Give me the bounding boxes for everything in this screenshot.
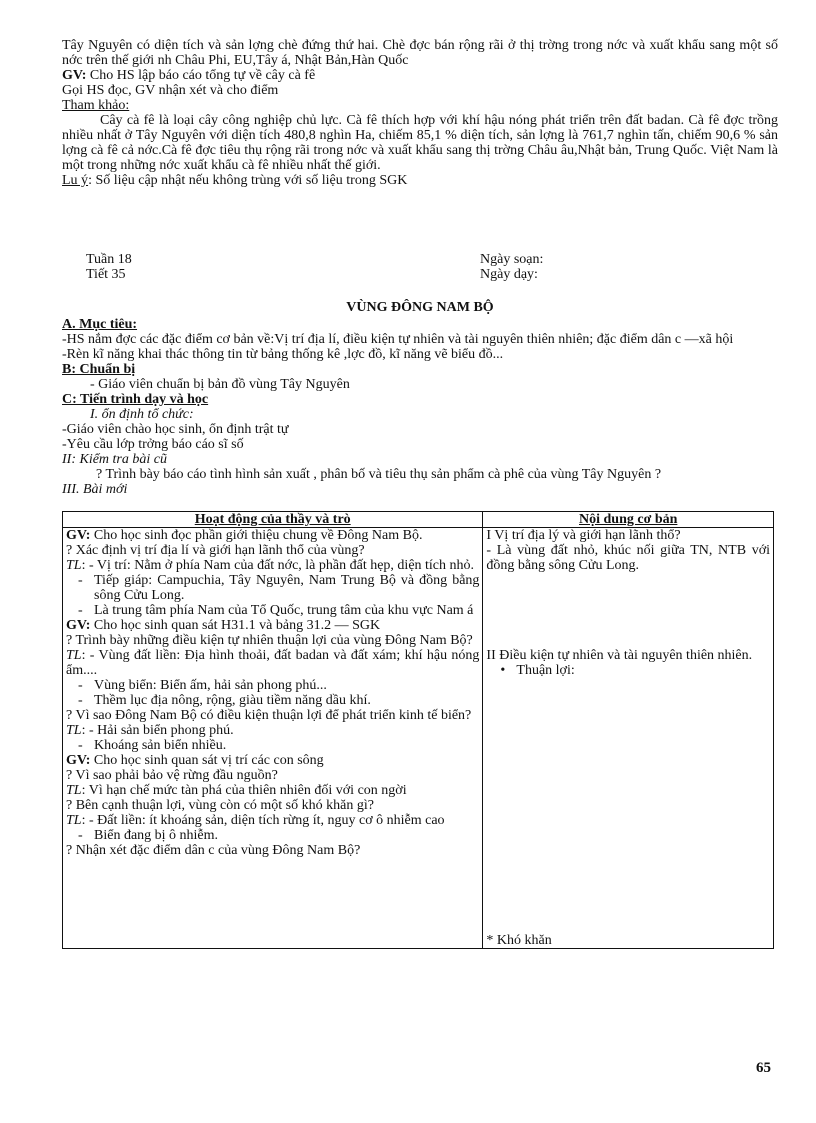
content-column: [483, 528, 774, 949]
activity-subitem: - Là trung tâm phía Nam của Tổ Quốc, trung tâm của khu vực Nam á: [66, 603, 479, 618]
document-page: [62, 38, 778, 949]
activity-text: : - Vùng đất liền: Địa hình thoải, đất badan và đất xám; khí hậu nóng ẩm....: [66, 648, 480, 678]
lesson-table: [62, 511, 774, 949]
date-taught-label: Ngày dạy:: [480, 267, 538, 282]
gv-label: GV:: [62, 68, 87, 83]
table-header-row: [63, 512, 774, 528]
intro-paragraph: Tây Nguyên có diện tích và sản lợng chè đứng thứ hai. Chè đợc bán rộng rãi ở thị trờng trong nớc và xuất khẩu sang một số nớc trên thế giới nh Châu Phi, EU,Tây á, Nhật Bản,Hàn Quốc: [62, 38, 778, 68]
section-b-heading: B: Chuẩn bị: [62, 362, 136, 377]
week-label: Tuần 18: [86, 252, 132, 267]
spacer: [486, 603, 770, 618]
spacer: [486, 633, 770, 648]
activity-line: [66, 528, 479, 543]
content-heading: II Điều kiện tự nhiên và tài nguyên thiên nhiên.: [486, 648, 753, 663]
reference-text: Cây cà fê là loại cây công nghiệp chủ lực. Cà fê thích hợp với khí hậu nóng phát triển trên đất badan. Cà fê đợc trồng nhiều nhất ở Tây Nguyên với diện tích 480,8 nghìn Ha, chiếm 85,1 % diện tích, sản lợng là 761,7 nghìn tấn, chiếm 90,6 % sản lợng cà fê cả nớc.Cà fê đợc tiêu thụ rộng rãi trong nớc và xuất khẩu sang thị trờng Châu âu,Nhật bản, Trung Quốc. Việt Nam là một trong những nớc xuất khẩu cà fê nhiều nhất thế giới.: [62, 113, 778, 173]
activity-answer: [66, 558, 479, 573]
teacher-instruction: [62, 68, 778, 83]
table-row: [63, 528, 774, 949]
section-a-item-1: -HS nắm đợc các đặc điểm cơ bản về:Vị trí địa lí, điều kiện tự nhiên và tài nguyên thiên nhiên; đặc điểm dân c —xã hội: [62, 332, 734, 347]
activity-question: ? Vì sao Đông Nam Bộ có điều kiện thuận lợi để phát triển kinh tế biển?: [66, 708, 472, 723]
gv-label: GV:: [66, 528, 91, 543]
activity-question: ? Xác định vị trí địa lí và giới hạn lãnh thổ của vùng?: [66, 543, 365, 558]
activity-answer: [66, 813, 479, 828]
tl-label: TL: [66, 723, 82, 738]
spacer: [486, 678, 770, 933]
activity-text: Cho học sinh đọc phần giới thiệu chung về Đông Nam Bộ.: [90, 528, 423, 543]
tl-label: TL: [66, 813, 82, 828]
content-bullet: • Thuận lợi:: [486, 663, 770, 678]
activity-question: ? Nhận xét đặc điểm dân c của vùng Đông Nam Bộ?: [66, 843, 361, 858]
section-a-item-2: -Rèn kĩ năng khai thác thông tin từ bảng thống kê ,lợc đồ, kĩ năng vẽ biểu đồ...: [62, 347, 504, 362]
activity-answer: [66, 723, 479, 738]
content-heading: * Khó khăn: [486, 933, 552, 948]
content-heading: I Vị trí địa lý và giới hạn lãnh thổ?: [486, 528, 681, 543]
lesson-title: VÙNG ĐÔNG NAM BỘ: [346, 300, 494, 315]
spacer: [486, 588, 770, 603]
activity-subitem: - Vùng biển: Biển ấm, hải sản phong phú...: [66, 678, 479, 693]
tl-label: TL: [66, 558, 82, 573]
activity-column: [63, 528, 483, 949]
activity-subitem: - Tiếp giáp: Campuchia, Tây Nguyên, Nam Trung Bộ và đồng bằng sông Cửu Long.: [66, 573, 479, 603]
note-label: Lu ý: [62, 173, 89, 188]
tl-label: TL: [66, 648, 82, 663]
section-c1-item-2: -Yêu cầu lớp trởng báo cáo sĩ số: [62, 437, 244, 452]
activity-line: [66, 618, 479, 633]
activity-subitem: - Thềm lục địa nông, rộng, giàu tiềm năng dầu khí.: [66, 693, 479, 708]
activity-subitem: - Khoáng sản biển nhiều.: [66, 738, 479, 753]
tl-label: TL: [66, 783, 82, 798]
activity-subitem: - Biển đang bị ô nhiễm.: [66, 828, 479, 843]
activity-text: : - Vị trí: Nằm ở phía Nam của đất nớc, là phần đất hẹp, diện tích nhỏ.: [81, 558, 475, 573]
section-c1-item-1: -Giáo viên chào học sinh, ổn định trật tự: [62, 422, 289, 437]
activity-line: [66, 753, 479, 768]
section-c-heading: C: Tiến trình dạy và học: [62, 392, 209, 407]
grading-note: Gọi HS đọc, GV nhận xét và cho điểm: [62, 83, 279, 98]
activity-answer: [66, 648, 479, 678]
gv-label: GV:: [66, 618, 91, 633]
note-text: : Số liệu cập nhật nếu không trùng với số liệu trong SGK: [88, 173, 408, 188]
activity-text: Cho học sinh quan sát H31.1 và bảng 31.2 — SGK: [90, 618, 381, 633]
lesson-label: Tiết 35: [86, 267, 126, 282]
content-item: - Là vùng đất nhỏ, khúc nối giữa TN, NTB với đồng bằng sông Cửu Long.: [486, 543, 770, 573]
date-prepared-label: Ngày soạn:: [480, 252, 544, 267]
header-activity: Hoạt động của thầy và trò: [63, 512, 483, 528]
section-c2-question: ? Trình bày báo cáo tình hình sản xuất , phân bố và tiêu thụ sản phẩm cà phê của vùng Tây Nguyên ?: [96, 467, 662, 482]
spacer: [486, 573, 770, 588]
section-c3-heading: III. Bài mới: [62, 482, 128, 497]
activity-text: : - Hải sản biển phong phú.: [81, 723, 234, 738]
note: [62, 173, 778, 188]
activity-answer: [66, 783, 479, 798]
section-a-heading: A. Mục tiêu:: [62, 317, 138, 332]
activity-text: : Vì hạn chế mức tàn phá của thiên nhiên đối với con ngời: [81, 783, 407, 798]
spacer: [486, 618, 770, 633]
section-b-item-1: - Giáo viên chuẩn bị bản đồ vùng Tây Nguyên: [90, 377, 350, 392]
activity-question: ? Bên cạnh thuận lợi, vùng còn có một số khó khăn gì?: [66, 798, 374, 813]
page-number: 65: [756, 1060, 771, 1076]
activity-text: : - Đất liền: ít khoáng sản, diện tích rừng ít, nguy cơ ô nhiễm cao: [81, 813, 445, 828]
lesson-meta: [62, 252, 778, 286]
header-content: Nội dung cơ bản: [483, 512, 774, 528]
section-c1-heading: I. ổn định tổ chức:: [90, 407, 194, 422]
section-c2-heading: II: Kiểm tra bài cũ: [62, 452, 167, 467]
gv-text: Cho HS lập báo cáo tổng tự về cây cà fê: [86, 68, 316, 83]
activity-text: Cho học sinh quan sát vị trí các con sông: [90, 753, 324, 768]
activity-question: ? Vì sao phải bảo vệ rừng đầu nguồn?: [66, 768, 278, 783]
activity-question: ? Trình bày những điều kiện tự nhiên thuận lợi của vùng Đông Nam Bộ?: [66, 633, 473, 648]
reference-label: Tham khảo:: [62, 98, 130, 113]
gv-label: GV:: [66, 753, 91, 768]
